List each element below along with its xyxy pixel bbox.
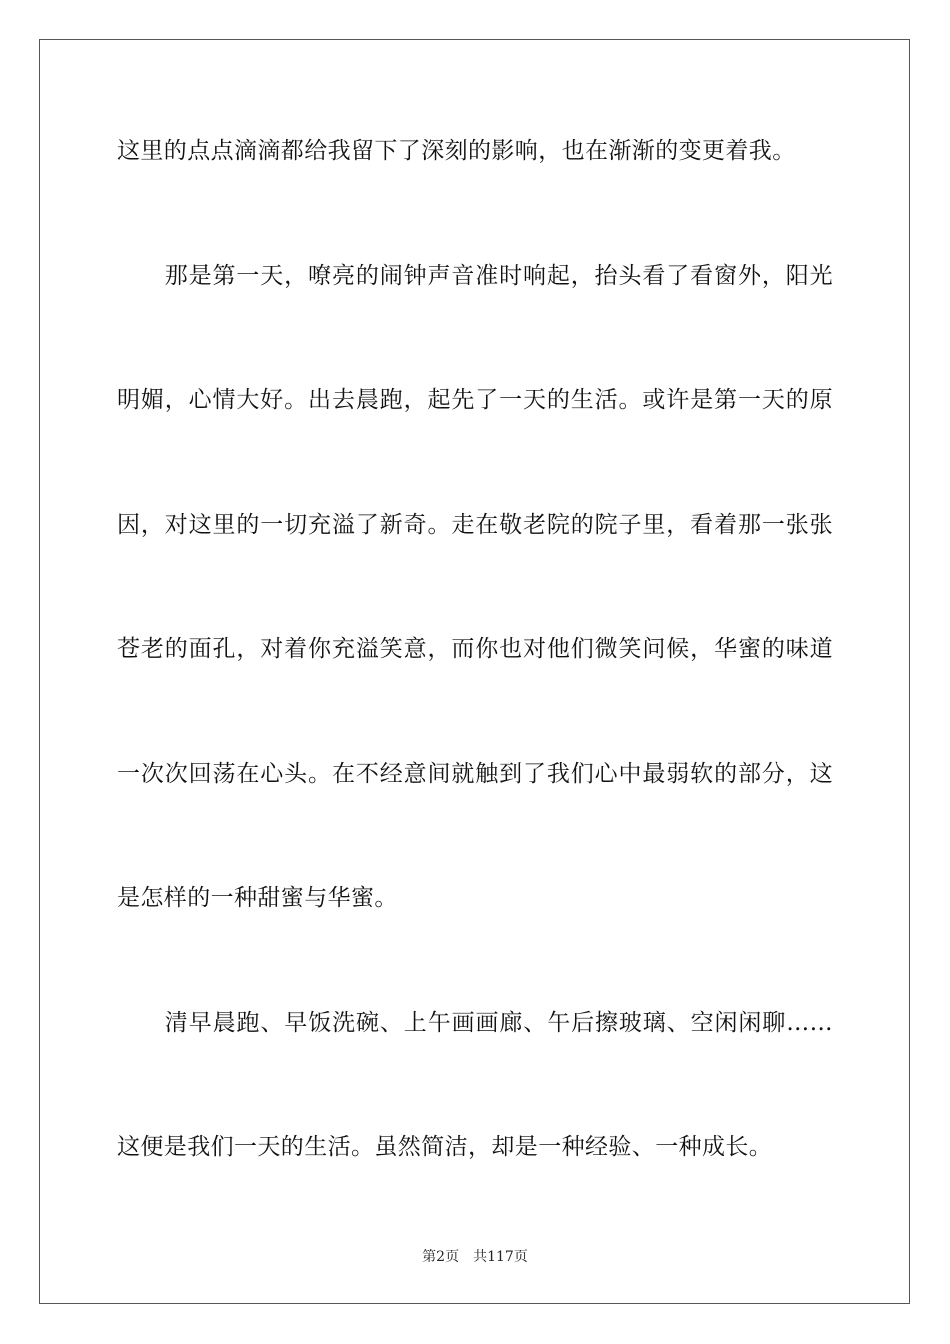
- page-number: 第2页: [422, 1249, 460, 1265]
- text-line-2: 那是第一天，嘹亮的闹钟声音准时响起，抬头看了看窗外，阳光: [117, 263, 833, 289]
- page-total: 共117页: [473, 1249, 528, 1265]
- text-line-8: 清早晨跑、早饭洗碗、上午画画廊、午后擦玻璃、空闲闲聊……: [117, 1010, 833, 1036]
- text-line-6: 一次次回荡在心头。在不经意间就触到了我们心中最弱软的部分，这: [117, 761, 833, 787]
- text-line-1: 这里的点点滴滴都给我留下了深刻的影响，也在渐渐的变更着我。: [117, 138, 796, 164]
- page-frame: [39, 39, 910, 1304]
- text-line-5: 苍老的面孔，对着你充溢笑意，而你也对他们微笑问候，华蜜的味道: [117, 636, 833, 662]
- text-line-9: 这便是我们一天的生活。虽然简洁，却是一种经验、一种成长。: [117, 1134, 773, 1160]
- page-footer: [0, 1248, 950, 1266]
- text-line-3: 明媚，心情大好。出去晨跑，起先了一天的生活。或许是第一天的原: [117, 387, 833, 413]
- text-line-7: 是怎样的一种甜蜜与华蜜。: [117, 885, 398, 911]
- text-line-4: 因，对这里的一切充溢了新奇。走在敬老院的院子里，看着那一张张: [117, 512, 833, 538]
